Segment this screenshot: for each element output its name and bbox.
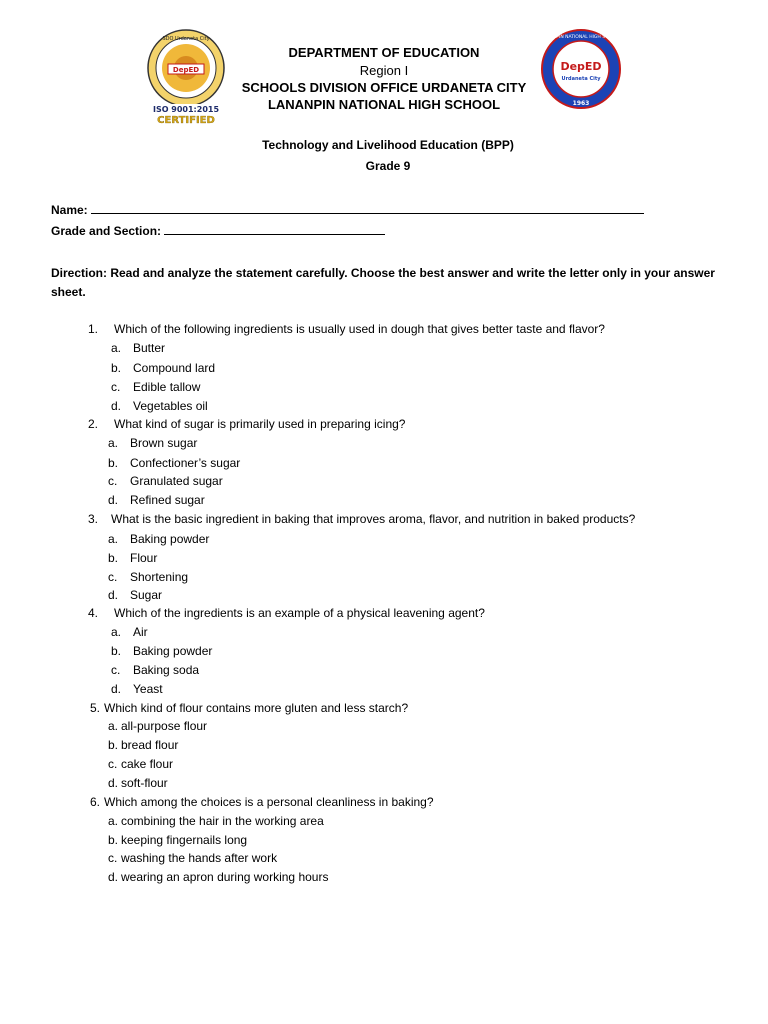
q2-option-a: a. Brown sugar [108, 436, 198, 450]
q2-option-b: b. Confectioner’s sugar [108, 456, 241, 470]
question-number: 1. [88, 322, 99, 336]
question-number: 2. [88, 417, 99, 431]
right-logo-badge: DepED [560, 60, 602, 73]
question-2 [88, 417, 405, 431]
q1-option-c: c. Edible tallow [111, 380, 201, 394]
right-logo-city-text: Urdaneta City [561, 76, 601, 82]
q5-option-c: c. cake flour [108, 757, 174, 771]
question-text: What is the basic ingredient in baking that improves aroma, flavor, and nutrition in baked products? [111, 512, 636, 526]
q5-option-b: b. bread flour [108, 738, 179, 752]
division-title: SCHOOLS DIVISION OFFICE URDANETA CITY [241, 80, 527, 95]
left-logo-iso-text: ISO 9001:2015 [152, 105, 220, 114]
grade-level: Grade 9 [365, 159, 411, 173]
left-logo-badge: DepED [172, 66, 200, 74]
q4-option-b: b. Baking powder [111, 644, 213, 658]
question-number: 6. [90, 795, 101, 809]
name-blank-line [91, 202, 644, 214]
question-1 [88, 322, 605, 336]
question-4 [88, 606, 485, 620]
q3-option-a: a. Baking powder [108, 532, 210, 546]
name-label: Name: [51, 203, 88, 217]
subject-title: Technology and Livelihood Education (BPP) [262, 138, 514, 152]
q6-option-b: b. keeping fingernails long [108, 833, 248, 847]
question-number: 5. [90, 701, 101, 715]
q1-option-d: d. Vegetables oil [111, 399, 208, 413]
question-text: Which among the choices is a personal cleanliness in baking? [104, 795, 434, 809]
q2-option-c: c. Granulated sugar [108, 474, 223, 488]
q6-option-a: a. combining the hair in the working area [108, 814, 324, 828]
q3-option-b: b. Flour [108, 551, 158, 565]
q2-option-d: d. Refined sugar [108, 493, 205, 507]
q5-option-a: a. all-purpose flour [108, 719, 208, 733]
name-field [51, 202, 644, 217]
q3-option-c: c. Shortening [108, 570, 189, 584]
question-text: Which of the ingredients is an example of a physical leavening agent? [114, 606, 485, 620]
question-5 [90, 701, 408, 715]
grade-section-label: Grade and Section: [51, 224, 162, 238]
q5-option-d: d. soft-flour [108, 776, 168, 790]
q1-option-a: a. Butter [111, 341, 166, 355]
question-number: 4. [88, 606, 99, 620]
direction-text: Direction: Read and analyze the statement carefully. Choose the best answer and write the letter only in your answer sheet. [51, 266, 715, 299]
q1-option-b: b. Compound lard [111, 361, 216, 375]
question-3 [88, 512, 635, 526]
school-title: LANANPIN NATIONAL HIGH SCHOOL [267, 97, 501, 112]
q4-option-d: d. Yeast [111, 682, 163, 696]
right-logo-ring-text: LANANPIN NATIONAL HIGH SCHOOL [540, 35, 622, 40]
q6-option-c: c. washing the hands after work [108, 851, 278, 865]
question-text: Which of the following ingredients is usually used in dough that gives better taste and flavor? [114, 322, 605, 336]
q4-option-c: c. Baking soda [111, 663, 200, 677]
left-logo-certified-text: CERTIFIED [157, 115, 215, 126]
q6-option-d: d. wearing an apron during working hours [108, 870, 329, 884]
right-logo-year-text: 1963 [572, 100, 590, 107]
question-6 [90, 795, 434, 809]
region-text: Region I [359, 63, 409, 78]
left-logo-ring-text: SDO Urdaneta City [162, 36, 210, 42]
grade-section-field [51, 223, 385, 238]
q4-option-a: a. Air [111, 625, 148, 639]
question-number: 3. [88, 512, 99, 526]
grade-section-blank-line [164, 223, 385, 235]
question-text: What kind of sugar is primarily used in preparing icing? [114, 417, 406, 431]
q3-option-d: d. Sugar [108, 588, 163, 602]
question-text: Which kind of flour contains more gluten and less starch? [104, 701, 409, 715]
department-title: DEPARTMENT OF EDUCATION [288, 45, 480, 60]
